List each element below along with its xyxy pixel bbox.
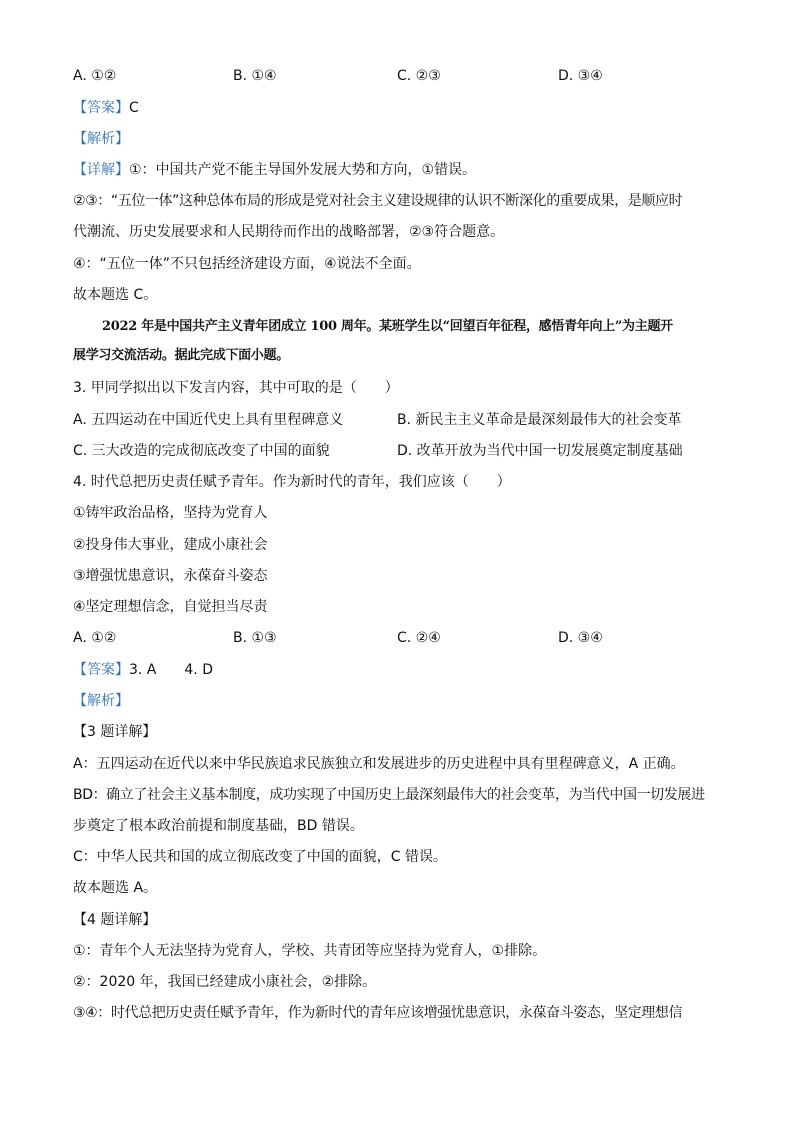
- q34-answer: [73, 660, 213, 680]
- q3-detail-bd-1: BD：确立了社会主义基本制度，成功实现了中国历史上最深刻最伟大的社会变革，为当代中国一切发展进: [73, 787, 705, 803]
- q3-option-d: D. 改革开放为当代中国一切发展奠定制度基础: [397, 443, 683, 459]
- q4-detail-2: ②：2020 年，我国已经建成小康社会，②排除。: [73, 974, 377, 990]
- q3-conclusion: 故本题选 A。: [73, 880, 158, 896]
- q2-detail-3: ④：“五位一体”不只包括经济建设方面，④说法不全面。: [73, 256, 421, 272]
- q4-option-a: A. ①②: [73, 630, 117, 646]
- detail-text: ①：中国共产党不能主导国外发展大势和方向，①错误。: [129, 162, 477, 178]
- q4-item-3: ③增强忧患意识，永葆奋斗姿态: [73, 568, 268, 584]
- q2-option-b: B. ①④: [233, 68, 277, 84]
- q4-stem: 4. 时代总把历史责任赋予青年。作为新时代的青年，我们应该（ ）: [73, 474, 511, 490]
- answer-tag: 【答案】: [73, 100, 129, 116]
- q2-option-d: D. ③④: [558, 68, 603, 84]
- q2-detail-2a: ②③：“五位一体”这种总体布局的形成是党对社会主义建设规律的认识不断深化的重要成果，是顺应时: [73, 193, 683, 209]
- q4-detail-34: ③④：时代总把历史责任赋予青年，作为新时代的青年应该增强忧患意识，永葆奋斗姿态，坚定理想信: [73, 1005, 683, 1021]
- answer-value: 3. A 4. D: [129, 662, 213, 678]
- q3-option-c: C. 三大改造的完成彻底改变了中国的面貌: [73, 443, 330, 459]
- detail-tag: 【详解】: [73, 162, 129, 178]
- q2-conclusion: 故本题选 C。: [73, 287, 158, 303]
- q4-option-b: B. ①③: [233, 630, 277, 646]
- q3-option-b: B. 新民主主义革命是最深刻最伟大的社会变革: [397, 412, 682, 428]
- intro-line-1: 2022 年是中国共产主义青年团成立 100 周年。某班学生以“回望百年征程，感悟青年向上”为主题开: [102, 319, 673, 334]
- q3-stem: 3. 甲同学拟出以下发言内容，其中可取的是（ ）: [73, 380, 399, 396]
- q3-option-a: A. 五四运动在中国近代史上具有里程碑意义: [73, 412, 344, 428]
- q3-detail-a: A：五四运动在近代以来中华民族追求民族独立和发展进步的历史进程中具有里程碑意义，A 正确。: [73, 756, 685, 772]
- q4-item-2: ②投身伟大事业，建成小康社会: [73, 537, 268, 553]
- q4-item-1: ①铸牢政治品格，坚持为党育人: [73, 505, 268, 521]
- q2-option-c: C. ②③: [397, 68, 441, 84]
- answer-value: C: [129, 100, 139, 116]
- q2-answer: [73, 98, 139, 118]
- q2-analysis-tag: 【解析】: [73, 131, 129, 147]
- q2-detail-1: [73, 160, 476, 180]
- q4-option-c: C. ②④: [397, 630, 441, 646]
- intro-line-2: 展学习交流活动。据此完成下面小题。: [73, 348, 289, 363]
- q4-option-d: D. ③④: [558, 630, 603, 646]
- q2-detail-2b: 代潮流、历史发展要求和人民期待而作出的战略部署，②③符合题意。: [73, 224, 505, 240]
- answer-tag: 【答案】: [73, 662, 129, 678]
- q4-item-4: ④坚定理想信念，自觉担当尽责: [73, 599, 268, 615]
- q3-detail-bd-2: 步奠定了根本政治前提和制度基础，BD 错误。: [73, 818, 364, 834]
- q4-detail-tag: 【4 题详解】: [73, 912, 157, 928]
- q2-option-a: A. ①②: [73, 68, 117, 84]
- q3-detail-tag: 【3 题详解】: [73, 724, 157, 740]
- q4-detail-1: ①：青年个人无法坚持为党育人，学校、共青团等应坚持为党育人，①排除。: [73, 943, 547, 959]
- q3-detail-c: C：中华人民共和国的成立彻底改变了中国的面貌，C 错误。: [73, 849, 447, 865]
- q34-analysis-tag: 【解析】: [73, 693, 129, 709]
